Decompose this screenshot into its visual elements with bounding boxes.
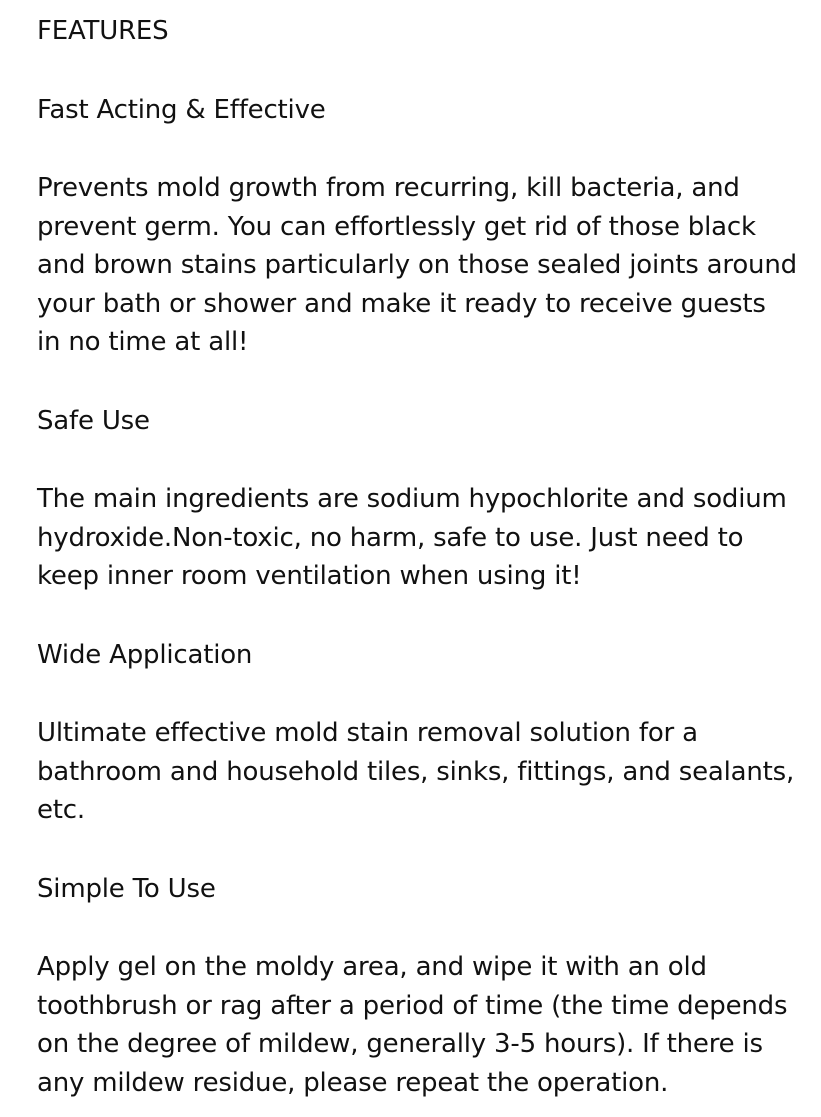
section-heading-wide-application: Wide Application [37, 639, 253, 670]
features-document [37, 12, 797, 1102]
features-title: FEATURES [37, 16, 169, 46]
section-heading-fast-acting: Fast Acting & Effective [37, 94, 326, 125]
spacer [37, 596, 797, 636]
section-body-simple-to-use: Apply gel on the moldy area, and wipe it with an old toothbrush or rag after a period of time (the time depends on the degree of mildew, generally 3-5 hours). If there is any mildew residue, please repeat the operation. [37, 952, 788, 1098]
spacer [37, 51, 797, 91]
spacer [37, 908, 797, 948]
section-body-wide-application: Ultimate effective mold stain removal solution for a bathroom and household tiles, sinks, fittings, and sealants, etc. [37, 718, 795, 825]
spacer [37, 362, 797, 402]
section-body-fast-acting: Prevents mold growth from recurring, kill bacteria, and prevent germ. You can effortlessly get rid of those black and brown stains particularly on those sealed joints around your bath or shower and make it ready to receive guests in no time at all! [37, 173, 797, 357]
spacer [37, 129, 797, 169]
section-body-safe-use: The main ingredients are sodium hypochlorite and sodium hydroxide.Non-toxic, no harm, safe to use. Just need to keep inner room ventilation when using it! [37, 484, 787, 591]
section-heading-safe-use: Safe Use [37, 405, 150, 436]
spacer [37, 440, 797, 480]
section-heading-simple-to-use: Simple To Use [37, 873, 216, 904]
spacer [37, 830, 797, 870]
spacer [37, 674, 797, 714]
